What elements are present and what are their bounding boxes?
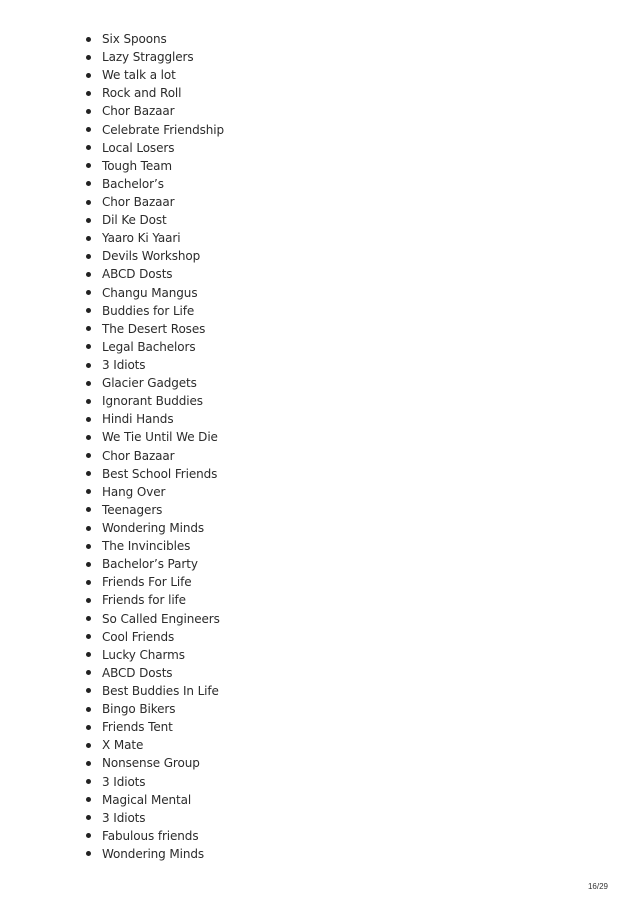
- bullet-icon: [86, 489, 91, 494]
- bullet-icon: [86, 471, 91, 476]
- bullet-icon: [86, 725, 91, 730]
- bullet-icon: [86, 363, 91, 368]
- list-item: [86, 392, 224, 410]
- list-item-label: Best School Friends: [102, 466, 218, 481]
- bullet-icon: [86, 833, 91, 838]
- list-item-label: Best Buddies In Life: [102, 683, 219, 698]
- list-item: [86, 736, 224, 754]
- list-item-label: 3 Idiots: [102, 358, 146, 373]
- list-item: [86, 410, 224, 428]
- list-item: [86, 320, 224, 338]
- bullet-icon: [86, 326, 91, 331]
- bullet-icon: [86, 598, 91, 603]
- bullet-icon: [86, 381, 91, 386]
- list-item: [86, 809, 224, 827]
- list-item: [86, 555, 224, 573]
- bullet-icon: [86, 507, 91, 512]
- bullet-icon: [86, 634, 91, 639]
- list-item: [86, 682, 224, 700]
- list-item: [86, 121, 224, 139]
- list-item-label: Chor Bazaar: [102, 448, 175, 463]
- list-item: [86, 284, 224, 302]
- list-item-label: Fabulous friends: [102, 828, 199, 843]
- list-item: [86, 483, 224, 501]
- list-item-label: Celebrate Friendship: [102, 122, 224, 137]
- bullet-icon: [86, 290, 91, 295]
- list-item: [86, 302, 224, 320]
- bullet-icon: [86, 145, 91, 150]
- bullet-icon: [86, 688, 91, 693]
- list-item-label: Bingo Bikers: [102, 702, 176, 717]
- list-item: [86, 374, 224, 392]
- list-item: [86, 139, 224, 157]
- bullet-icon: [86, 236, 91, 241]
- list-item-label: The Desert Roses: [102, 321, 206, 336]
- bullet-icon: [86, 218, 91, 223]
- list-item: [86, 845, 224, 863]
- list-item: [86, 211, 224, 229]
- list-item: [86, 700, 224, 718]
- list-item-label: Changu Mangus: [102, 285, 198, 300]
- bullet-icon: [86, 254, 91, 259]
- list-item-label: X Mate: [102, 738, 144, 753]
- bullet-icon: [86, 399, 91, 404]
- list-item: [86, 175, 224, 193]
- list-item-label: Friends for life: [102, 593, 186, 608]
- bullet-icon: [86, 181, 91, 186]
- list-item-label: Bachelor’s Party: [102, 557, 198, 572]
- list-item-label: Hang Over: [102, 484, 166, 499]
- bullet-icon: [86, 670, 91, 675]
- bullet-list: [86, 30, 224, 863]
- list-item: [86, 791, 224, 809]
- bullet-icon: [86, 91, 91, 96]
- list-item: [86, 157, 224, 175]
- list-item: [86, 428, 224, 446]
- list-item-label: We Tie Until We Die: [102, 430, 218, 445]
- list-item: [86, 537, 224, 555]
- bullet-icon: [86, 652, 91, 657]
- list-item: [86, 30, 224, 48]
- bullet-icon: [86, 435, 91, 440]
- bullet-icon: [86, 344, 91, 349]
- list-item-label: Rock and Roll: [102, 86, 182, 101]
- list-item: [86, 229, 224, 247]
- list-item: [86, 646, 224, 664]
- bullet-icon: [86, 417, 91, 422]
- list-item-label: Dil Ke Dost: [102, 213, 167, 228]
- bullet-icon: [86, 308, 91, 313]
- list-item: [86, 102, 224, 120]
- list-item: [86, 48, 224, 66]
- bullet-icon: [86, 580, 91, 585]
- list-item: [86, 247, 224, 265]
- bullet-icon: [86, 779, 91, 784]
- list-item-label: Teenagers: [102, 502, 163, 517]
- bullet-icon: [86, 55, 91, 60]
- list-item: [86, 193, 224, 211]
- list-item: [86, 610, 224, 628]
- list-item-label: Wondering Minds: [102, 521, 205, 535]
- bullet-icon: [86, 109, 91, 114]
- list-item-label: So Called Engineers: [102, 611, 220, 626]
- list-item-label: Devils Workshop: [102, 249, 201, 264]
- list-item-label: Magical Mental: [102, 792, 192, 807]
- list-item-label: Hindi Hands: [102, 412, 174, 427]
- list-item-label: 3 Idiots: [102, 774, 146, 789]
- list-item-label: 3 Idiots: [102, 810, 146, 825]
- list-item-label: Friends For Life: [102, 575, 192, 590]
- list-item-label: Lucky Charms: [102, 647, 185, 662]
- bullet-icon: [86, 453, 91, 458]
- list-item: [86, 772, 224, 790]
- list-item-label: Lazy Stragglers: [102, 50, 194, 65]
- list-item-label: ABCD Dosts: [102, 665, 173, 680]
- list-item: [86, 66, 224, 84]
- list-item-label: Six Spoons: [102, 32, 167, 47]
- list-item-label: Local Losers: [102, 140, 175, 155]
- bullet-icon: [86, 797, 91, 802]
- list-item-label: Chor Bazaar: [102, 195, 175, 210]
- list-item-label: We talk a lot: [102, 68, 176, 83]
- list-item-label: Bachelor’s: [102, 176, 164, 191]
- list-item-label: Nonsense Group: [102, 756, 200, 771]
- list-item-label: Wondering Minds: [102, 846, 205, 861]
- bullet-icon: [86, 743, 91, 748]
- list-item: [86, 628, 224, 646]
- list-item-label: Yaaro Ki Yaari: [102, 231, 181, 246]
- list-item: [86, 827, 224, 845]
- list-item: [86, 754, 224, 772]
- list-item-label: Ignorant Buddies: [102, 394, 203, 409]
- bullet-icon: [86, 544, 91, 549]
- list-item: [86, 501, 224, 519]
- bullet-icon: [86, 616, 91, 621]
- list-item-label: ABCD Dosts: [102, 267, 173, 282]
- bullet-icon: [86, 163, 91, 168]
- bullet-icon: [86, 127, 91, 132]
- bullet-icon: [86, 851, 91, 856]
- page-number: 16/29: [587, 882, 608, 891]
- bullet-icon: [86, 562, 91, 567]
- bullet-icon: [86, 272, 91, 277]
- list-item: [86, 573, 224, 591]
- list-item: [86, 465, 224, 483]
- list-item-label: Tough Team: [102, 158, 172, 173]
- list-item-label: Glacier Gadgets: [102, 376, 197, 391]
- list-item: [86, 356, 224, 374]
- bullet-icon: [86, 707, 91, 712]
- list-item: [86, 338, 224, 356]
- bullet-icon: [86, 526, 91, 531]
- list-item-label: Buddies for Life: [102, 303, 195, 318]
- list-item: [86, 664, 224, 682]
- bullet-icon: [86, 73, 91, 78]
- list-item-label: Chor Bazaar: [102, 104, 175, 119]
- bullet-icon: [86, 815, 91, 820]
- list-item-label: Cool Friends: [102, 629, 175, 644]
- bullet-icon: [86, 761, 91, 766]
- list-item: [86, 591, 224, 609]
- bullet-icon: [86, 200, 91, 205]
- list-item-label: Friends Tent: [102, 720, 173, 735]
- list-item-label: Legal Bachelors: [102, 339, 196, 354]
- list-item: [86, 265, 224, 283]
- list-item: [86, 447, 224, 465]
- list-item: [86, 519, 224, 537]
- list-item-label: The Invincibles: [102, 539, 191, 554]
- list-item: [86, 718, 224, 736]
- list-item: [86, 84, 224, 102]
- bullet-icon: [86, 37, 91, 42]
